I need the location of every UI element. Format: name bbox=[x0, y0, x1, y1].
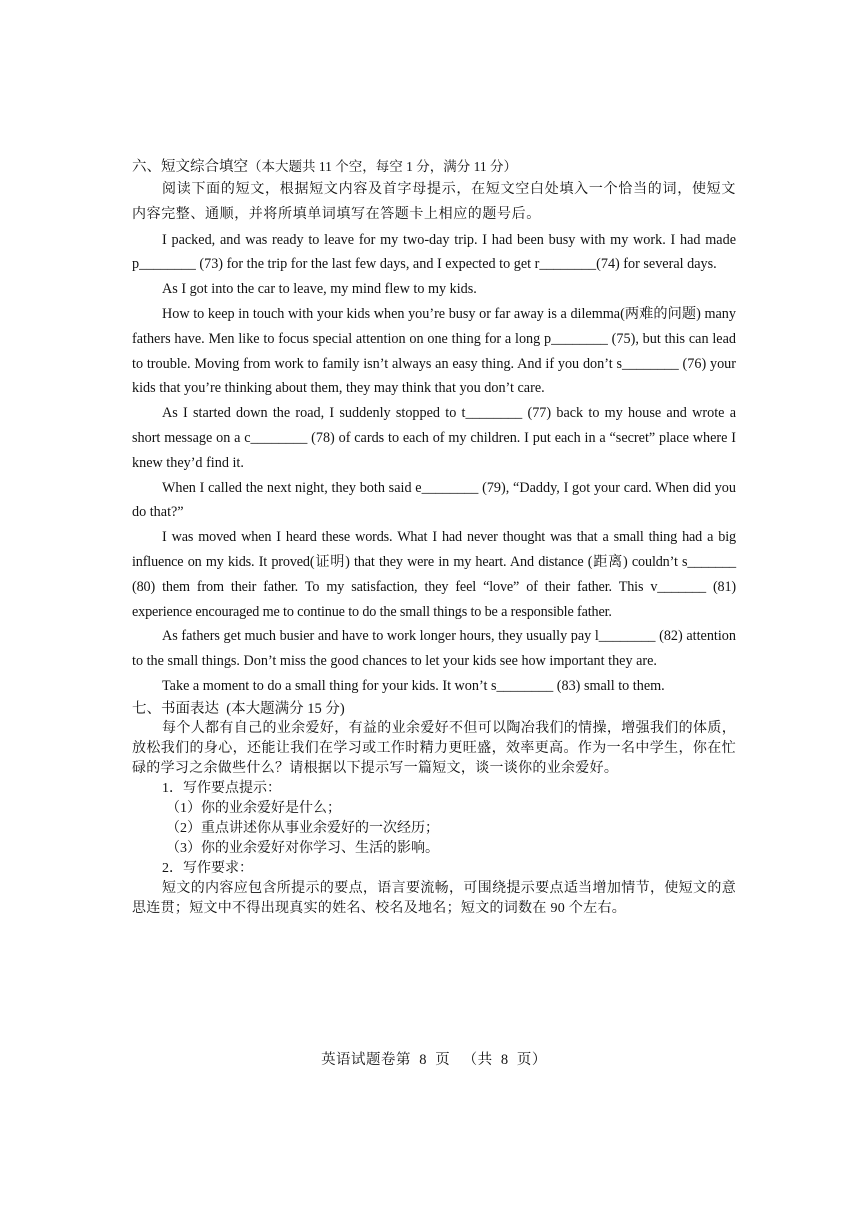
section7-title: 七、书面表达 bbox=[132, 700, 219, 717]
passage-paragraph-6: I was moved when I heard these words. What I had never thought was that a small thing had a big influence on my kids. It proved(证明) that they were in my heart. And distance (距离) couldn’t s_______ (80) them from their father. To my satisfaction, they feel “love” of their father. This v_______ (81) experience encouraged me to continue to do the small things to be a responsible father. bbox=[132, 529, 736, 620]
writing-point-3: （3）你的业余爱好对你学习、生活的影响。 bbox=[166, 840, 439, 856]
section6-title: 六、短文综合填空 bbox=[132, 159, 248, 175]
passage-paragraph-7: As fathers get much busier and have to work longer hours, they usually pay l________ (82) attention to the small things. Don’t miss the good chances to let your kids see how important they are. bbox=[132, 628, 736, 670]
passage-paragraph-1: I packed, and was ready to leave for my two-day trip. I had been busy with my work. I had made p________ (73) for the trip for the last few days, and I expected to get r________(74) for several days. bbox=[132, 231, 736, 273]
section6-score-note: （本大题共 11 个空，每空 1 分，满分 11 分） bbox=[248, 159, 517, 174]
writing-points-title: 1．写作要点提示： bbox=[162, 780, 281, 796]
section6-instructions: 阅读下面的短文，根据短文内容及首字母提示，在短文空白处填入一个恰当的词，使短文内容完整、通顺，并将所填单词填写在答题卡上相应的题号后。 bbox=[132, 182, 736, 222]
writing-requirements-title: 2．写作要求： bbox=[162, 860, 253, 876]
passage-paragraph-5: When I called the next night, they both said e________ (79), “Daddy, I got your card. When did you do that?” bbox=[132, 479, 736, 521]
section7-score-note: (本大题满分 15 分) bbox=[226, 700, 345, 717]
writing-point-2: （2）重点讲述你从事业余爱好的一次经历； bbox=[166, 820, 439, 836]
section6-heading bbox=[132, 156, 736, 178]
writing-requirements: 短文的内容应包含所提示的要点，语言要流畅，可围绕提示要点适当增加情节，使短文的意思连贯；短文中不得出现真实的姓名、校名及地名；短文的词数在 90 个左右。 bbox=[132, 880, 736, 916]
passage-paragraph-4: As I started down the road, I suddenly stopped to t________ (77) back to my house and wrote a short message on a c________ (78) of cards to each of my children. I put each in a “secret” place where I knew they’d find it. bbox=[132, 405, 736, 471]
passage-paragraph-8: Take a moment to do a small thing for your kids. It won’t s________ (83) small to them. bbox=[162, 677, 665, 694]
passage-paragraph-3: How to keep in touch with your kids when you’re busy or far away is a dilemma(两难的问题) many fathers have. Men like to focus special attention on one thing for a long p________ (75), but this can lead to trouble. Moving from work to family isn’t always an easy thing. And if you don’t s________ (76) your kids that you’re thinking about them, they may think that you don’t care. bbox=[132, 305, 736, 397]
page-footer: 英语试题卷第 8 页 （共 8 页） bbox=[321, 1052, 547, 1068]
section7-heading bbox=[132, 699, 736, 719]
passage-paragraph-2: As I got into the car to leave, my mind flew to my kids. bbox=[162, 281, 477, 298]
writing-point-1: （1）你的业余爱好是什么； bbox=[166, 800, 341, 816]
page-content bbox=[132, 156, 736, 919]
section7-intro: 每个人都有自己的业余爱好，有益的业余爱好不但可以陶冶我们的情操，增强我们的体质，放松我们的身心，还能让我们在学习或工作时精力更旺盛，效率更高。作为一名中学生，你在忙碌的学习之余做些什么？请根据以下提示写一篇短文，谈一谈你的业余爱好。 bbox=[132, 720, 736, 776]
